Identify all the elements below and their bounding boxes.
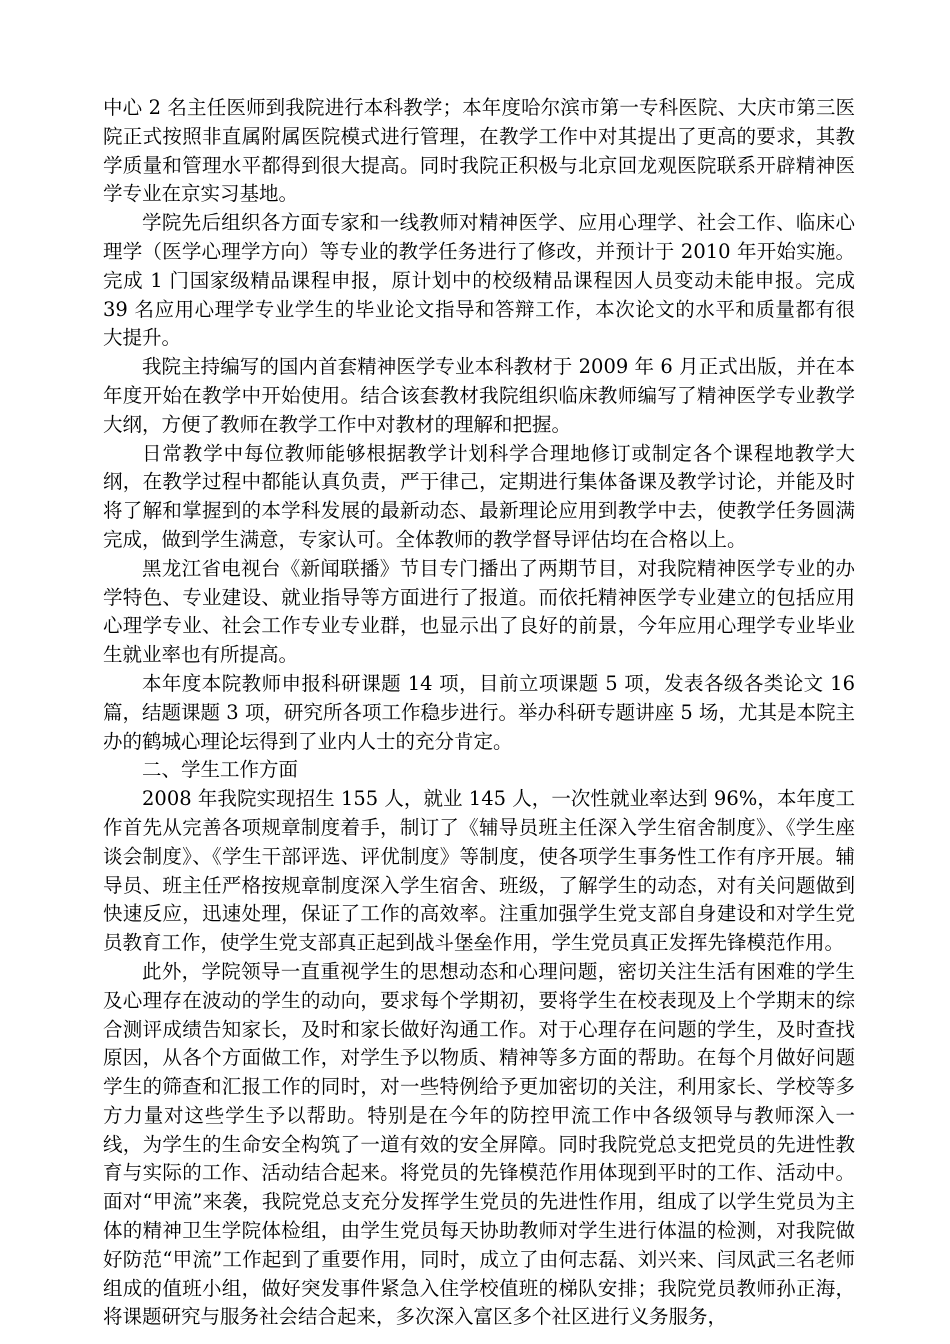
paragraph-teaching-hospitals: 中心 2 名主任医师到我院进行本科教学；本年度哈尔滨市第一专科医院、大庆市第三医院正式按照非直属附属医院模式进行管理，在教学工作中对其提出了更高的要求，其教学质量和管理水平都得到很大提高。同时我院正积极与北京回龙观医院联系开辟精神医学专业在京实习基地。 [103,96,855,206]
section-heading-student-work: 二、学生工作方面 [142,758,299,782]
paragraph-enrollment: 2008 年我院实现招生 155 人，就业 145 人，一次性就业率达到 96%，本年度工作首先从完善各项规章制度着手，制订了《辅导员班主任深入学生宿舍制度》、《学生座谈会制度》、《学生干部评选、评优制度》等制度，使各项学生事务性工作有序开展。辅导员、班主任严格按规章制度深入学生宿舍、班级，了解学生的动态，对有关问题做到快速反应，迅速处理，保证了工作的高效率。注重加强学生党支部自身建设和对学生党员教育工作，使学生党支部真正起到战斗堡垒作用，学生党员真正发挥先锋模范作用。 [103,787,855,955]
paragraph-daily-teaching: 日常教学中每位教师能够根据教学计划科学合理地修订或制定各个课程地教学大纲，在教学过程中都能认真负责，严于律己，定期进行集体备课及教学讨论，并能及时将了解和掌握到的本学科发展的最新动态、最新理论应用到教学中去，使教学任务圆满完成，做到学生满意，专家认可。全体教师的教学督导评估均在合格以上。 [103,441,855,551]
paragraph-student-care: 此外，学院领导一直重视学生的思想动态和心理问题，密切关注生活有困难的学生及心理存在波动的学生的动向，要求每个学期初，要将学生在校表现及上个学期末的综合测评成绩告知家长，及时和家长做好沟通工作。对于心理存在问题的学生，及时查找原因，从各个方面做工作，对学生予以物质、精神等多方面的帮助。在每个月做好问题学生的筛查和汇报工作的同时，对一些特例给予更加密切的关注，利用家长、学校等多方力量对这些学生予以帮助。特别是在今年的防控甲流工作中各级领导与教师深入一线，为学生的生命安全构筑了一道有效的安全屏障。同时我院党总支把党员的先进性教育与实际的工作、活动结合起来。将党员的先锋模范作用体现到平时的工作、活动中。面对“甲流”来袭，我院党总支充分发挥学生党员的先进性作用，组成了以学生党员为主体的精神卫生学院体检组，由学生党员每天协助教师对学生进行体温的检测，对我院做好防范“甲流”工作起到了重要作用，同时，成立了由何志磊、刘兴来、闫凤武三名老师组成的值班小组，做好突发事件紧急入住学校值班的梯队安排；我院党员教师孙正海，将课题研究与服务社会结合起来，多次深入富区多个社区进行义务服务， [103,959,855,1329]
paragraph-curriculum-revision: 学院先后组织各方面专家和一线教师对精神医学、应用心理学、社会工作、临床心理学（医学心理学方向）等专业的教学任务进行了修改，并预计于 2010 年开始实施。完成 1 门国家级精品课程申报，原计划中的校级精品课程因人员变动未能申报。完成 39 名应用心理学专业学生的毕业论文指导和答辩工作，本次论文的水平和质量都有很大提升。 [103,211,855,350]
paragraph-textbook: 我院主持编写的国内首套精神医学专业本科教材于 2009 年 6 月正式出版，并在本年度开始在教学中开始使用。结合该套教材我院组织临床教师编写了精神医学专业教学大纲，方便了教师在教学工作中对教材的理解和把握。 [103,355,855,436]
paragraph-research: 本年度本院教师申报科研课题 14 项，目前立项课题 5 项，发表各级各类论文 16 篇，结题课题 3 项，研究所各项工作稳步进行。举办科研专题讲座 5 场，尤其是本院主办的鹤城心理论坛得到了业内人士的充分肯定。 [103,671,855,753]
paragraph-tv-report: 黑龙江省电视台《新闻联播》节目专门播出了两期节目，对我院精神医学专业的办学特色、专业建设、就业指导等方面进行了报道。而依托精神医学专业建立的包括应用心理学专业、社会工作专业专业群，也显示出了良好的前景，今年应用心理学专业毕业生就业率也有所提高。 [103,556,855,667]
document-page [103,94,855,1332]
